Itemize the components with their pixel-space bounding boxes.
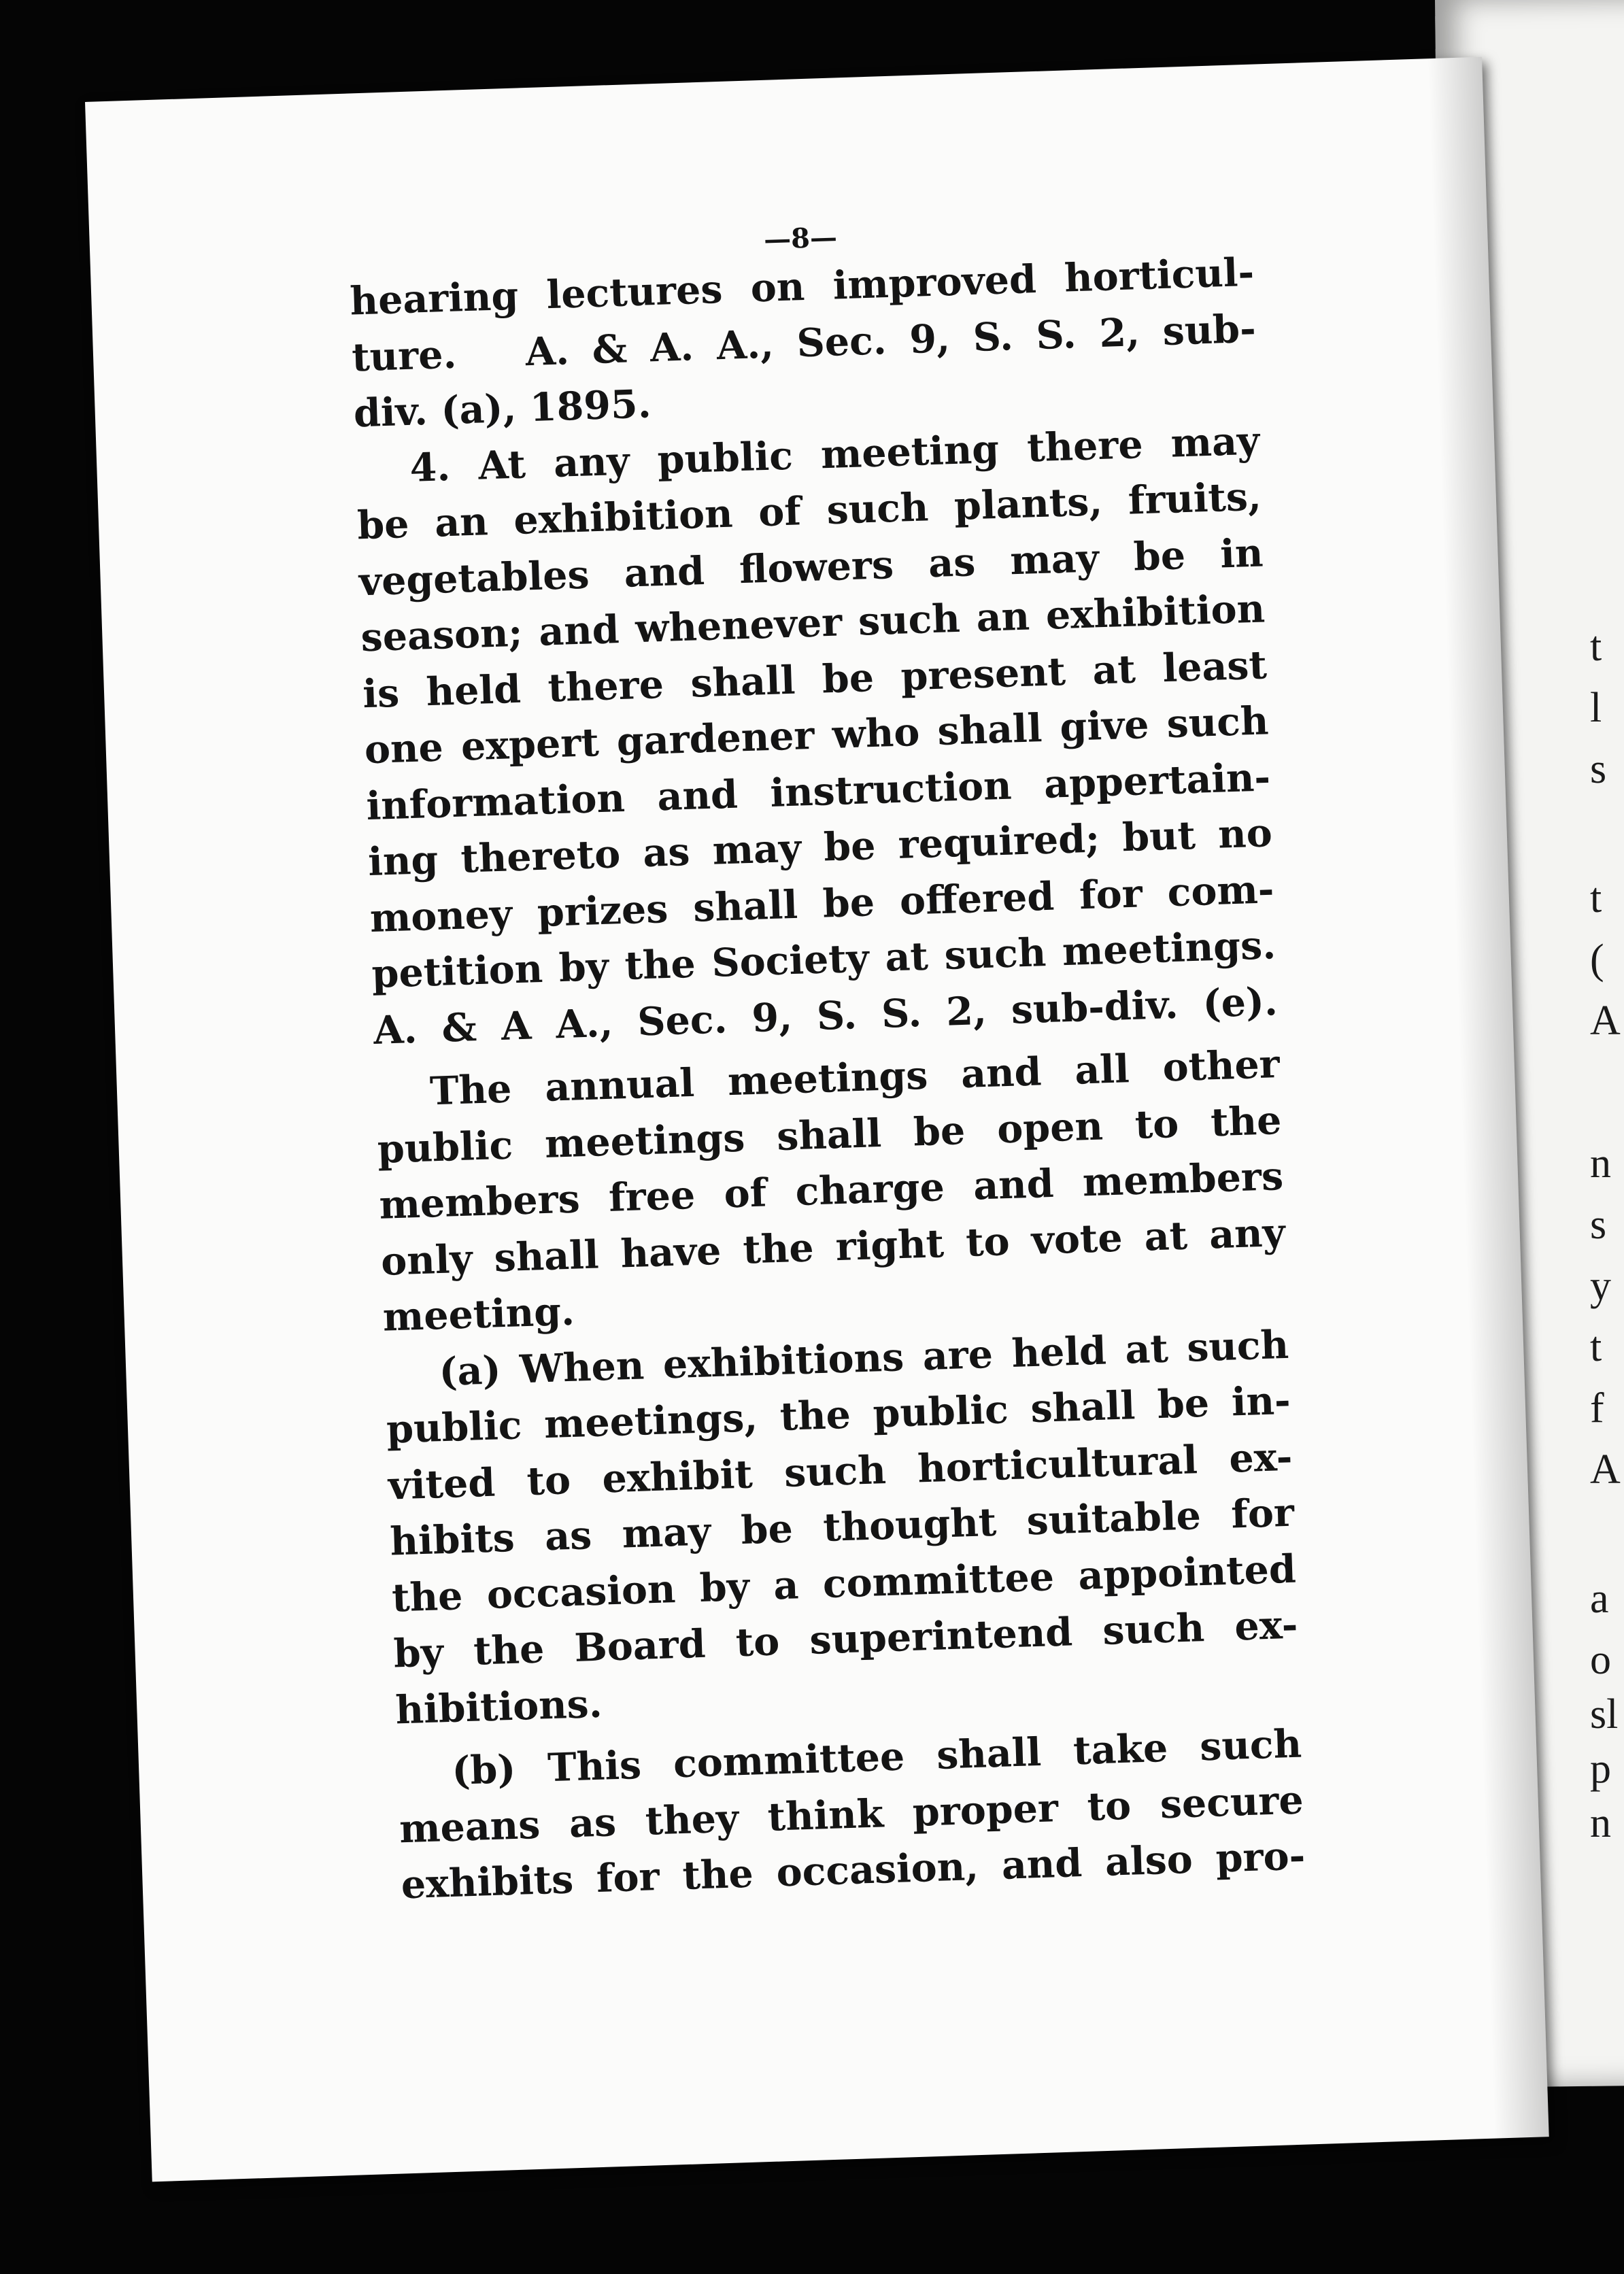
- facing-letter: l: [1590, 685, 1602, 731]
- text-line: exhibits for the occasion, and also pro-: [400, 1833, 1306, 1908]
- facing-letter: o: [1590, 1637, 1611, 1683]
- facing-letter: A: [1590, 1446, 1621, 1493]
- text-line: vited to exhibit such horticultural ex-: [387, 1433, 1293, 1509]
- paragraph-4-start: 4. At any public meeting there may: [409, 418, 1261, 491]
- facing-letter: y: [1590, 1263, 1611, 1309]
- paragraph-annual-meetings-start: The annual meetings and all other: [429, 1041, 1281, 1115]
- text-line: season; and whenever such an exhibition: [360, 586, 1266, 661]
- text-line: div. (a), 1895.: [352, 381, 652, 437]
- text-line: is held there shall be present at least: [362, 641, 1268, 717]
- text-line: hearing lectures on improved horticul-: [349, 249, 1255, 324]
- facing-letter: s: [1590, 1202, 1607, 1248]
- text-line: public meetings, the public shall be in-: [386, 1377, 1291, 1453]
- book-page: [85, 57, 1549, 2182]
- text-line: A. & A A., Sec. 9, S. S. 2, sub-div. (e).: [373, 978, 1279, 1053]
- text-line: members free of charge and members: [378, 1153, 1284, 1228]
- facing-letter: sl: [1590, 1691, 1619, 1737]
- text-line: ture. A. & A. A., Sec. 9, S. S. 2, sub-: [351, 305, 1257, 381]
- text-line: means as they think proper to secure: [399, 1776, 1304, 1852]
- facing-letter: t: [1590, 875, 1602, 921]
- clause-b-start: (b) This committee shall take such: [451, 1720, 1302, 1794]
- text-line: be an exhibition of such plants, fruits,: [356, 473, 1262, 549]
- text-line: one expert gardener who shall give such: [363, 698, 1270, 773]
- text-line: information and instruction appertain-: [365, 753, 1272, 829]
- facing-letter: n: [1590, 1800, 1611, 1846]
- text-line: hibits as may be thought suitable for: [389, 1489, 1295, 1565]
- text-line: ing thereto as may be required; but no: [367, 810, 1273, 885]
- facing-letter: s: [1590, 746, 1607, 792]
- text-line: by the Board to superintend such ex-: [392, 1601, 1299, 1677]
- text-line: public meetings shall be open to the: [376, 1097, 1283, 1172]
- facing-letter: A: [1590, 998, 1621, 1044]
- text-line: petition by the Society at such meetings.: [371, 922, 1277, 998]
- page-text-block: [348, 204, 1306, 1914]
- text-line: money prizes shall be offered for com-: [369, 866, 1275, 941]
- facing-letter: (: [1590, 936, 1604, 983]
- text-line: hibitions.: [394, 1680, 603, 1733]
- facing-letter: p: [1590, 1746, 1611, 1792]
- facing-letter: a: [1590, 1576, 1609, 1622]
- text-line: the occasion by a committee appointed: [391, 1546, 1297, 1621]
- page-number: —8—: [763, 221, 838, 256]
- text-line: only shall have the right to vote at any: [380, 1209, 1286, 1285]
- facing-letter: n: [1590, 1140, 1611, 1187]
- clause-a-start: (a) When exhibitions are held at such: [438, 1321, 1289, 1395]
- text-line: meeting.: [382, 1288, 575, 1340]
- facing-letter: t: [1590, 624, 1602, 670]
- facing-letter: t: [1590, 1324, 1602, 1370]
- facing-letter: f: [1590, 1385, 1604, 1431]
- text-line: vegetables and flowers as may be in: [358, 529, 1264, 605]
